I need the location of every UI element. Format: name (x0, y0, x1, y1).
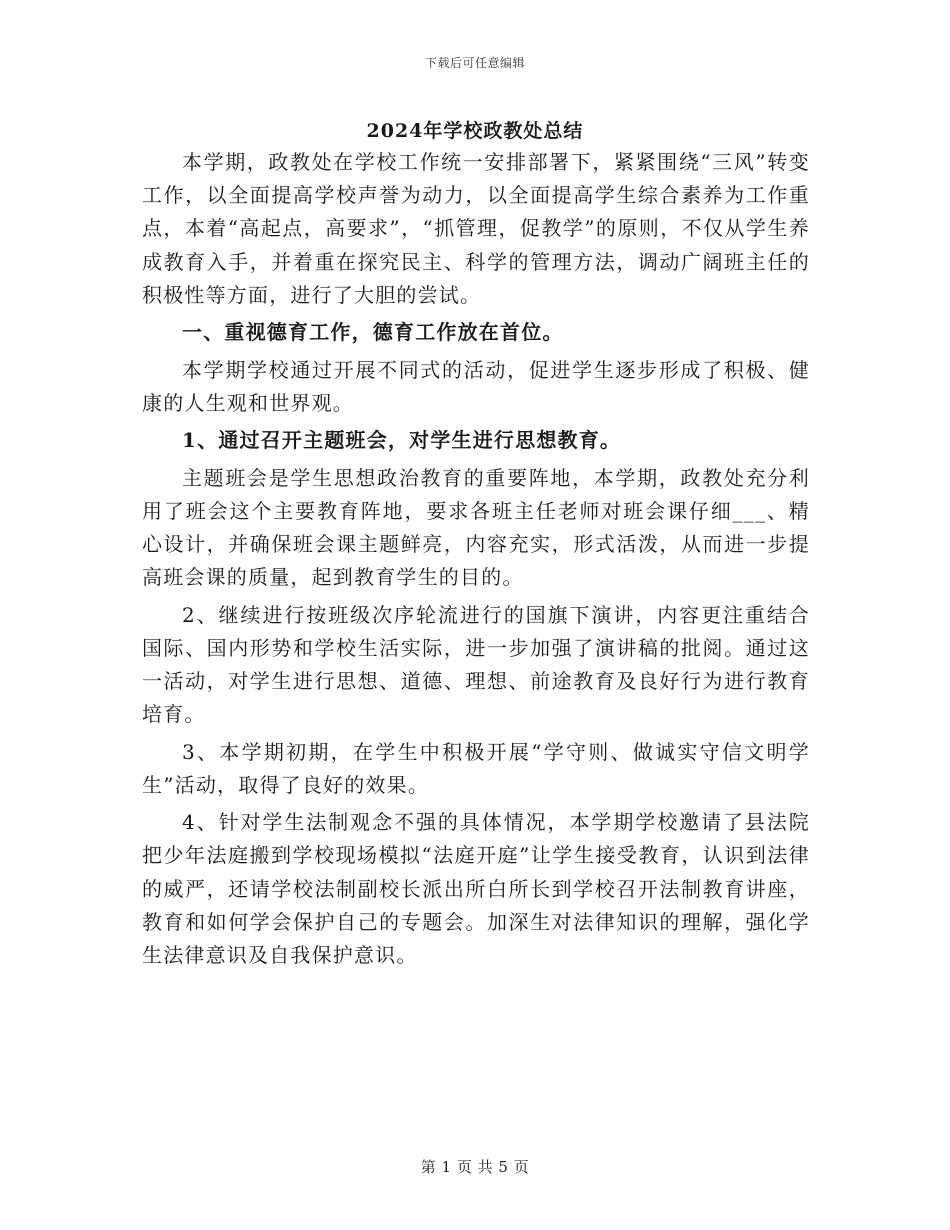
subsection-heading-1: 1、通过召开主题班会，对学生进行思想教育。 (182, 428, 622, 453)
item-3-paragraph: 3、本学期初期，在学生中积极开展“学守则、做诚实守信文明学生”活动，取得了良好的效果。 (142, 739, 810, 797)
document-body (142, 146, 810, 976)
header-note: 下载后可任意编辑 (424, 56, 525, 70)
document-title: 2024年学校政教处总结 (366, 120, 584, 142)
page-number: 第 1 页 共 5 页 (420, 1158, 530, 1176)
item-2-paragraph: 2、继续进行按班级次序轮流进行的国旗下演讲，内容更注重结合国际、国内形势和学校生活实际，进一步加强了演讲稿的批阅。通过这一活动，对学生进行思想、道德、理想、前途教育及良好行为进行教育培育。 (142, 602, 810, 727)
item-4-paragraph: 4、针对学生法制观念不强的具体情况，本学期学校邀请了县法院把少年法庭搬到学校现场模拟“法庭开庭”让学生接受教育，认识到法律的威严，还请学校法制副校长派出所白所长到学校召开法制教育讲座，教育和如何学会保护自己的专题会。加深生对法律知识的理解，强化学生法律意识及自我保护意识。 (142, 810, 810, 967)
intro-paragraph: 本学期，政教处在学校工作统一安排部署下，紧紧围绕“三风”转变工作，以全面提高学校声誉为动力，以全面提高学生综合素养为工作重点，本着“高起点，高要求”，“抓管理，促教学”的原则，不仅从学生养成教育入手，并着重在探究民主、科学的管理方法，调动广阔班主任的积极性等方面，进行了大胆的尝试。 (142, 150, 810, 307)
section-1-paragraph: 本学期学校通过开展不同式的活动，促进学生逐步形成了积极、健康的人生观和世界观。 (142, 357, 810, 415)
section-heading-1: 一、重视德育工作，德育工作放在首位。 (182, 320, 564, 345)
subsection-1-paragraph: 主题班会是学生思想政治教育的重要阵地，本学期，政教处充分利用了班会这个主要教育阵地，要求各班主任老师对班会课仔细___、精心设计，并确保班会课主题鲜亮，内容充实，形式活泼，从而进一步提高班会课的质量，起到教育学生的目的。 (142, 465, 810, 590)
